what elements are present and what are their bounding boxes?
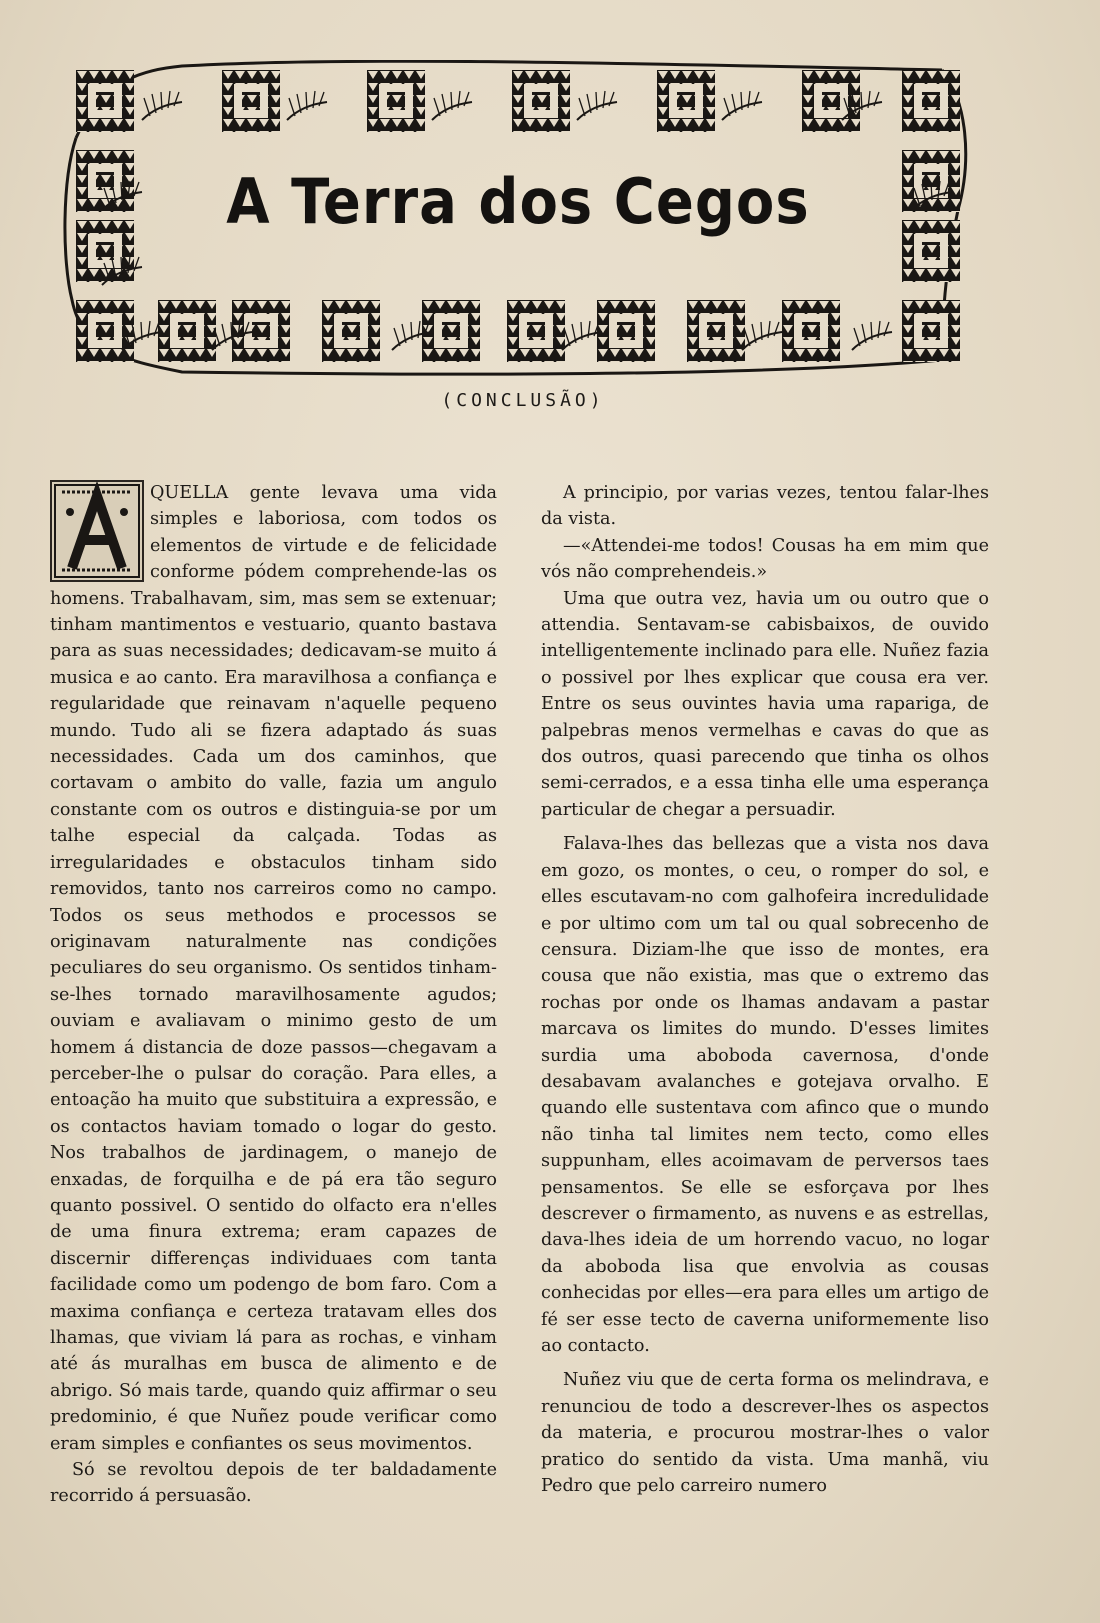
right-paragraph-5: Nuñez viu que de certa forma os melindrava, e renunciou de todo a descrever-lhes os aspectos da materia, e procurou mostrar-lhes o valor pratico do sentido da vista. Uma manhã, viu Pedro que pelo carreiro numero — [541, 1370, 989, 1497]
right-paragraph-1: A principio, por varias vezes, tentou falar-lhes da vista. — [541, 483, 989, 530]
subtitle: (CONCLUSÃO) — [441, 390, 605, 411]
right-column — [541, 480, 989, 1499]
dropcap-ornament — [50, 480, 144, 582]
left-column — [50, 480, 497, 1510]
first-word: QUELLA — [150, 483, 229, 503]
left-paragraph-1 — [50, 480, 497, 1457]
right-paragraph-3: Uma que outra vez, havia um ou outro que o attendia. Sentavam-se cabisbaixos, de ouvido intelligentemente inclinado para elle. Nuñez fazia o possivel por lhes explicar que cousa era ver. Entre os seus ouvintes havia uma rapariga, de palpebras menos vermelhas e cavas do que as dos outros, quasi parecendo que tinha os olhos semi-cerrados, e a essa tinha elle uma esperança particular de chegar a persuadir. — [541, 588, 989, 820]
dropcap-a-icon — [52, 482, 142, 580]
right-paragraph-4: Falava-lhes das bellezas que a vista nos dava em gozo, os montes, o ceu, o romper do sol, e elles escutavam-no com galhofeira incredulidade e por ultimo com um tal ou qual sobrecenho de censura. Diziam-lhe que isso de montes, era cousa que não existia, mas que o extremo das rochas por onde os lhamas andavam a pastar marcava os limites do mundo. D'esses limites surdia uma aboboda cavernosa, d'onde desabavam avalanches e gotejava orvalho. E quando elle sustentava com afinco que o mundo não tinha tal limites nem tecto, como elles suppunham, elles acoimavam de perversos taes pensamentos. Se elle se esforçava por lhes descrever o firmamento, as nuvens e as estrellas, dava-lhes ideia de um horrendo vacuo, no logar da aboboda lisa que envolvia as cousas conhecidas por elles—era para elles um artigo de fé ser esse tecto de caverna uniformemente liso ao contacto. — [541, 834, 989, 1356]
page-title: A Terra dos Cegos — [226, 166, 810, 239]
right-paragraph-2: —«Attendei-me todos! Cousas ha em mim que vós não comprehendeis.» — [541, 535, 989, 583]
left-paragraph-2: Só se revoltou depois de ter baldadamente recorrido á persuasão. — [50, 1460, 497, 1507]
left-paragraph-1-text: gente levava uma vida simples e laboriosa, com todos os elementos de virtude e de felicidade conforme pódem comprehende-las os homens. Trabalhavam, sim, mas sem se extenuar; tinham mantimentos e vestuario, quanto bastava para as suas necessidades; dedicavam-se muito á musica e ao canto. Era maravilhosa a confiança e regularidade que reinavam n'aquelle pequeno mundo. Tudo ali se fizera adaptado ás suas necessidades. Cada um dos caminhos, que cortavam o ambito do valle, fazia um angulo constante com os outros e distinguia-se por um talhe especial da calçada. Todas as irregularidades e obstaculos tinham sido removidos, tanto nos carreiros como no campo. Todos os seus methodos e processos se originavam naturalmente nas condições peculiares do seu organismo. Os sentidos tinham-se-lhes tornado maravilhosamente agudos; ouviam e avaliavam o minimo gesto de um homem á distancia de doze passos—chegavam a perceber-lhe o pulsar do coração. Para elles, a entoação ha muito que substituira a expressão, e os contactos haviam tomado o logar do gesto. Nos trabalhos de jardinagem, o manejo de enxadas, de forquilha e de pá era tão seguro quanto possivel. O sentido do olfacto era n'elles de uma finura extrema; eram capazes de discernir differenças individuaes com tanta facilidade como um podengo de bom faro. Com a maxima confiança e certeza tratavam elles dos lhamas, que viviam lá para as rochas, e vinham até ás muralhas em busca de alimento e de abrigo. Só mais tarde, quando quiz affirmar o seu predominio, é que Nuñez poude verificar como eram simples e confiantes os seus movimentos. — [50, 483, 497, 1454]
